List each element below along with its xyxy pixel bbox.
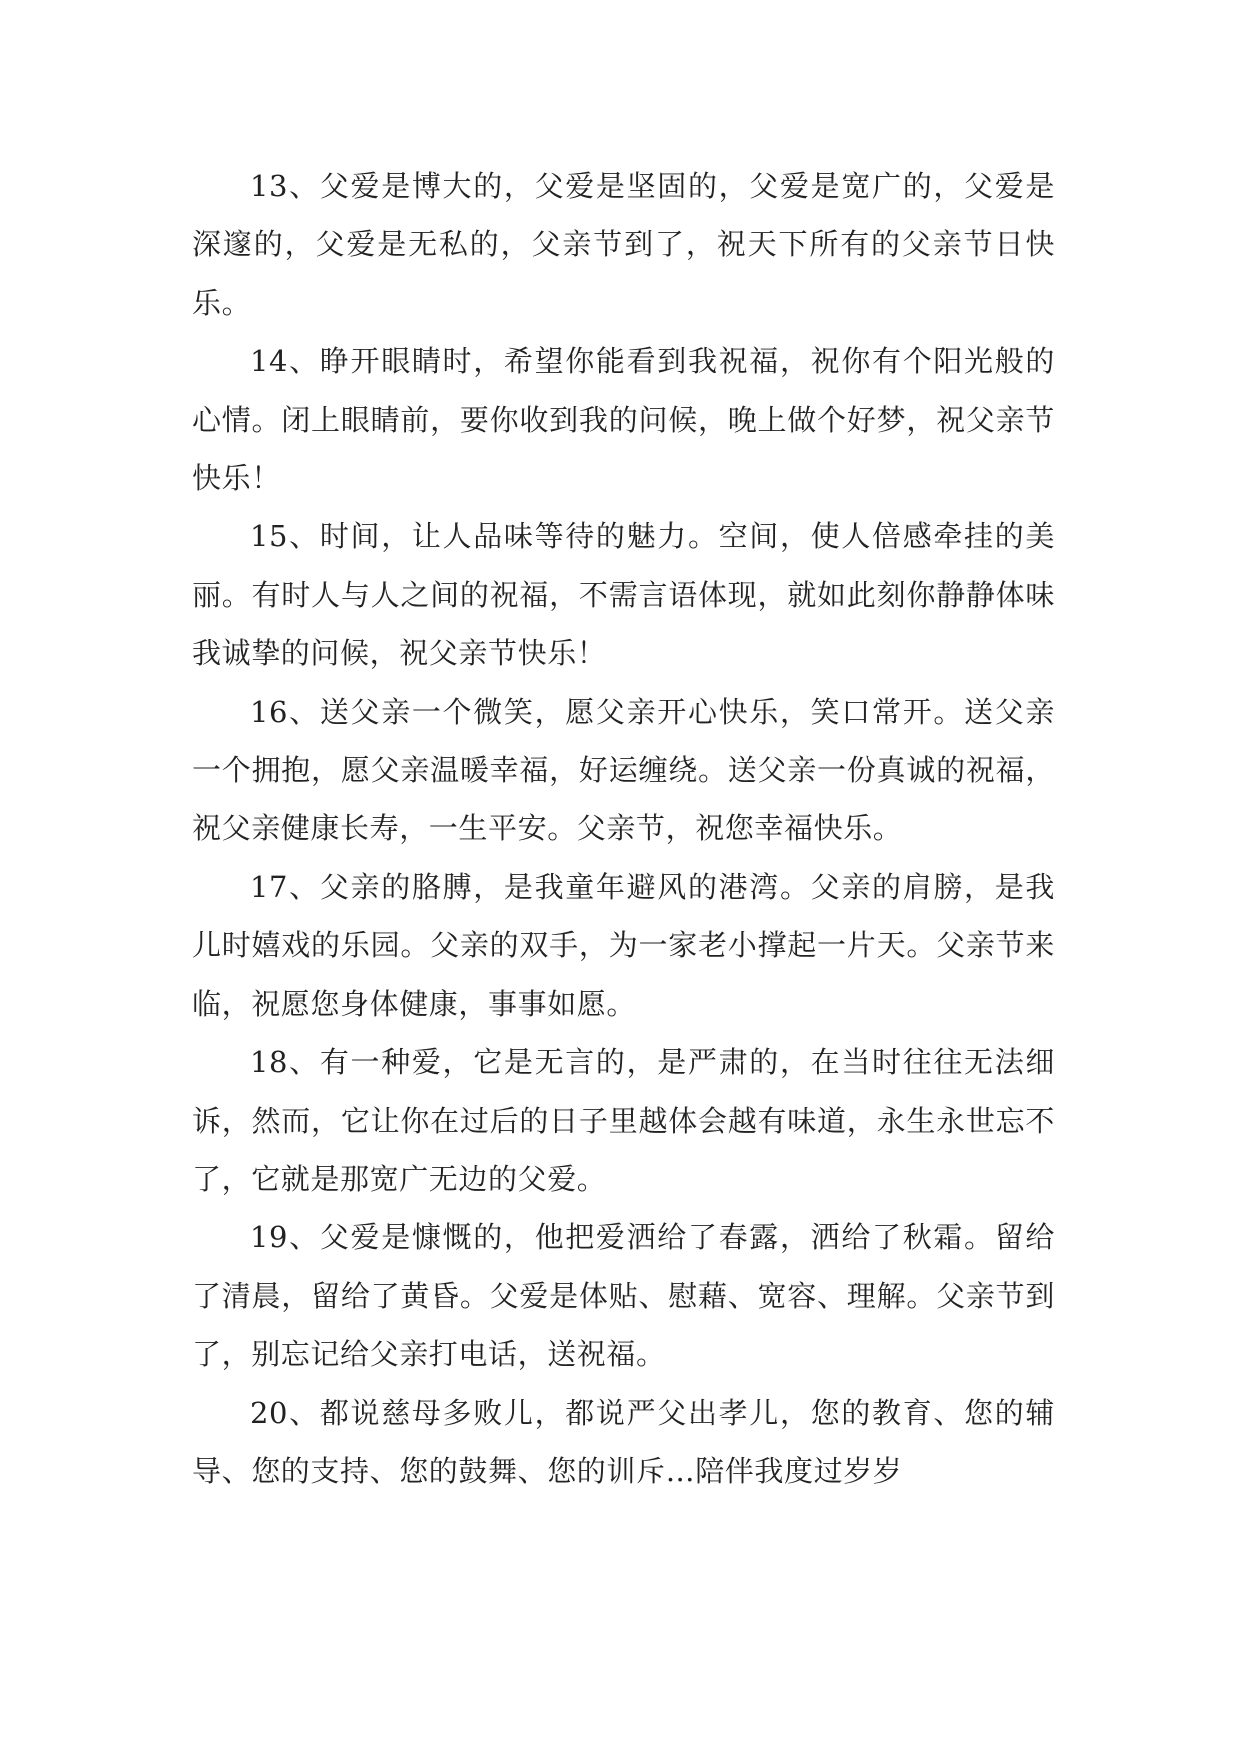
- paragraph-15: 15、时间，让人品味等待的魅力。空间，使人倍感牵挂的美丽。有时人与人之间的祝福，不需言语体现，就如此刻你静静体味我诚挚的问候，祝父亲节快乐！: [192, 519, 1055, 671]
- document-body: [192, 157, 1055, 1500]
- paragraph-16: 16、送父亲一个微笑，愿父亲开心快乐，笑口常开。送父亲一个拥抱，愿父亲温暖幸福，好运缠绕。送父亲一份真诚的祝福，祝父亲健康长寿，一生平安。父亲节，祝您幸福快乐。: [192, 694, 1055, 846]
- paragraph-13: 13、父爱是博大的，父爱是坚固的，父爱是宽广的，父爱是深邃的，父爱是无私的，父亲节到了，祝天下所有的父亲节日快乐。: [192, 169, 1055, 320]
- paragraph-17: 17、父亲的胳膊，是我童年避风的港湾。父亲的肩膀，是我儿时嬉戏的乐园。父亲的双手，为一家老小撑起一片天。父亲节来临，祝愿您身体健康，事事如愿。: [192, 869, 1055, 1021]
- paragraph-14: 14、睁开眼睛时，希望你能看到我祝福，祝你有个阳光般的心情。闭上眼睛前，要你收到我的问候，晚上做个好梦，祝父亲节快乐！: [192, 344, 1055, 496]
- paragraph-18: 18、有一种爱，它是无言的，是严肃的，在当时往往无法细诉，然而，它让你在过后的日子里越体会越有味道，永生永世忘不了，它就是那宽广无边的父爱。: [192, 1045, 1055, 1196]
- paragraph-20: 20、都说慈母多败儿，都说严父出孝儿，您的教育、您的辅导、您的支持、您的鼓舞、您的训斥…陪伴我度过岁岁: [192, 1395, 1055, 1488]
- paragraph-19: 19、父爱是慷慨的，他把爱洒给了春露，洒给了秋霜。留给了清晨，留给了黄昏。父爱是体贴、慰藉、宽容、理解。父亲节到了，别忘记给父亲打电话，送祝福。: [192, 1220, 1055, 1372]
